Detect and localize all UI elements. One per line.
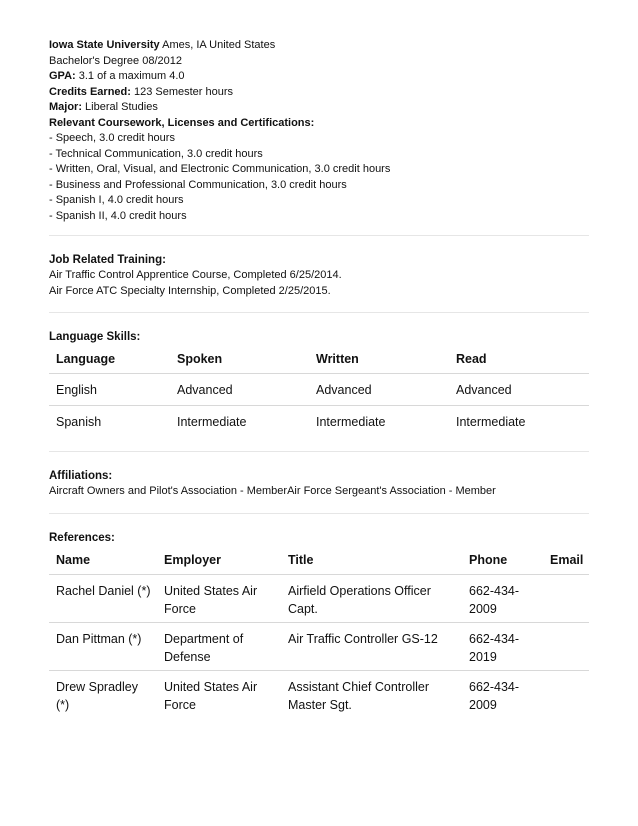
table-cell: Air Traffic Controller GS-12 [281, 622, 462, 670]
course-item: - Spanish II, 4.0 credit hours [49, 209, 187, 222]
major-value: Liberal Studies [82, 101, 158, 113]
table-row [49, 374, 589, 406]
course-item: - Written, Oral, Visual, and Electronic Communication, 3.0 credit hours [49, 163, 391, 175]
coursework-heading: Relevant Coursework, Licenses and Certifications: [49, 116, 315, 129]
column-header: Email [543, 546, 589, 575]
table-cell: Airfield Operations Officer Capt. [281, 574, 462, 622]
column-header: Spoken [170, 345, 309, 374]
table-row [49, 406, 589, 438]
table-cell: Department of Defense [157, 622, 281, 670]
credits-value: 123 Semester hours [130, 85, 234, 98]
credits-line [49, 85, 589, 101]
section-divider [49, 513, 589, 514]
column-header: Employer [157, 546, 281, 575]
column-header: Name [49, 546, 157, 575]
school-line [49, 38, 589, 54]
table-cell: 662-434-2009 [469, 679, 520, 712]
resume-page [49, 38, 589, 718]
education-section [49, 38, 589, 224]
course-item: - Speech, 3.0 credit hours [49, 132, 175, 144]
training-item: Air Traffic Control Apprentice Course, Completed 6/25/2014. [49, 269, 342, 281]
table-cell: 662-434-2019 [462, 622, 543, 670]
table-cell: English [49, 374, 170, 406]
training-section [49, 253, 589, 299]
table-cell: Assistant Chief Controller Master Sgt. [288, 679, 430, 712]
table-cell: Dan Pittman (*) [49, 622, 157, 670]
table-cell: Spanish [56, 415, 102, 429]
table-cell: Intermediate [316, 415, 386, 429]
table-cell: Intermediate [456, 415, 526, 429]
gpa-line [49, 69, 589, 85]
major-label: Major: [49, 101, 82, 113]
major-line [49, 100, 589, 116]
course-item: - Spanish I, 4.0 credit hours [49, 194, 184, 206]
column-header: Phone [462, 546, 543, 575]
table-cell [543, 574, 589, 622]
references-section [49, 531, 589, 718]
affiliations-heading: Affiliations: [49, 470, 113, 482]
column-header: Read [449, 345, 589, 374]
references-heading: References: [49, 531, 115, 544]
credits-label: Credits Earned: [49, 85, 131, 98]
table-cell: United States Air Force [164, 679, 258, 712]
table-cell [543, 622, 589, 670]
references-table [49, 546, 589, 718]
section-divider [49, 451, 589, 452]
table-cell [543, 670, 589, 718]
table-cell: Intermediate [177, 415, 247, 429]
table-header-row [49, 546, 589, 575]
language-section [49, 330, 589, 437]
affiliations-section [49, 469, 589, 500]
table-cell: 662-434-2009 [462, 574, 543, 622]
affiliations-text: Aircraft Owners and Pilot's Association - MemberAir Force Sergeant's Association - Member [49, 485, 496, 497]
table-cell: United States Air Force [157, 574, 281, 622]
table-cell: Drew Spradley (*) [56, 679, 138, 712]
training-heading: Job Related Training: [49, 254, 166, 266]
language-heading: Language Skills: [49, 331, 141, 343]
column-header: Title [281, 546, 462, 575]
school-location: Ames, IA United States [159, 39, 276, 51]
section-divider [49, 235, 589, 236]
table-cell: Advanced [170, 374, 309, 406]
table-row [49, 574, 589, 622]
section-divider [49, 312, 589, 313]
degree-line: Bachelor's Degree 08/2012 [49, 54, 182, 67]
column-header: Written [309, 345, 449, 374]
school-name: Iowa State University [49, 39, 160, 51]
table-header-row [49, 345, 589, 374]
training-item: Air Force ATC Specialty Internship, Completed 2/25/2015. [49, 284, 331, 297]
course-item: - Technical Communication, 3.0 credit hours [49, 147, 263, 160]
course-item: - Business and Professional Communication, 3.0 credit hours [49, 178, 347, 191]
table-cell: Advanced [449, 374, 589, 406]
table-row [49, 622, 589, 670]
gpa-value: 3.1 of a maximum 4.0 [75, 70, 185, 82]
table-cell: Rachel Daniel (*) [49, 574, 157, 622]
language-table [49, 345, 589, 437]
table-cell: Advanced [309, 374, 449, 406]
table-row [49, 670, 589, 718]
gpa-label: GPA: [49, 70, 76, 82]
column-header: Language [49, 345, 170, 374]
